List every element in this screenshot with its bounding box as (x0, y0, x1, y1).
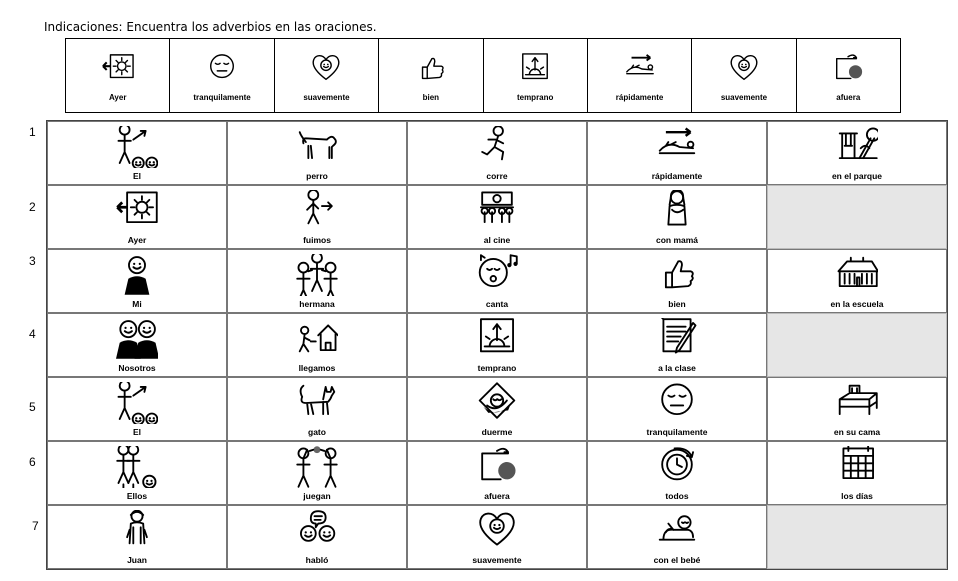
legend-label: suavemente (720, 93, 768, 102)
sing-icon (476, 254, 518, 296)
word-label: bien (668, 299, 686, 309)
outside-icon (832, 53, 864, 85)
word-card (227, 249, 407, 313)
word-label: El (132, 427, 142, 437)
word-label: corre (486, 171, 508, 181)
word-card (407, 441, 587, 505)
yesterday-icon (102, 53, 134, 85)
word-card (227, 441, 407, 505)
school-icon (836, 254, 878, 296)
legend-cell-4 (379, 39, 483, 112)
thumbs-up-icon (415, 53, 447, 85)
sentence-row (47, 505, 947, 569)
heart-face-icon (476, 510, 518, 552)
word-label: Mi (132, 299, 142, 309)
outside-icon (476, 446, 518, 488)
park-icon (836, 126, 878, 168)
word-card (407, 377, 587, 441)
row-number: 4 (29, 327, 36, 341)
adverb-legend (65, 38, 901, 113)
word-card (47, 249, 227, 313)
empty-cell (767, 505, 947, 569)
word-label: tranquilamente (646, 427, 708, 437)
sentence-row (47, 441, 947, 505)
legend-label: afuera (836, 93, 861, 102)
word-label: El (132, 171, 142, 181)
calm-face-icon (656, 382, 698, 424)
row-number: 2 (29, 200, 36, 214)
word-card (227, 377, 407, 441)
word-card (767, 121, 947, 185)
sentence-grid (46, 120, 948, 570)
sentence-row (47, 313, 947, 377)
row-number: 7 (32, 519, 39, 533)
word-card (587, 377, 767, 441)
word-label: en la escuela (830, 299, 884, 309)
heart-face-icon (728, 53, 760, 85)
they-icon (116, 446, 158, 488)
cat-icon (296, 382, 338, 424)
sunrise-icon (476, 318, 518, 360)
run-icon (476, 126, 518, 168)
me-icon (116, 254, 158, 296)
word-label: duerme (481, 427, 513, 437)
word-card (767, 377, 947, 441)
class-icon (656, 318, 698, 360)
word-label: Ellos (126, 491, 148, 501)
thumbs-up-icon (656, 254, 698, 296)
word-card (587, 121, 767, 185)
sleep-icon (476, 382, 518, 424)
word-card (227, 505, 407, 569)
he-icon (116, 126, 158, 168)
sentence-row (47, 121, 947, 185)
legend-label: rápidamente (615, 93, 664, 102)
fast-arrow-icon (656, 126, 698, 168)
word-label: rápidamente (651, 171, 703, 181)
word-card (47, 441, 227, 505)
legend-label: bien (422, 93, 440, 102)
word-label: en el parque (831, 171, 883, 181)
word-label: suavemente (472, 555, 522, 565)
arrive-icon (296, 318, 338, 360)
legend-cell-2 (170, 39, 274, 112)
word-card (47, 313, 227, 377)
walk-icon (296, 190, 338, 232)
word-label: perro (306, 171, 328, 181)
word-card (587, 185, 767, 249)
we-icon (116, 318, 158, 360)
sentence-row (47, 377, 947, 441)
legend-label: temprano (516, 93, 554, 102)
bed-icon (836, 382, 878, 424)
sunrise-icon (519, 53, 551, 85)
word-card (407, 505, 587, 569)
legend-cell-5 (484, 39, 588, 112)
word-card (47, 185, 227, 249)
legend-cell-8 (797, 39, 900, 112)
legend-label: tranquilamente (193, 93, 251, 102)
word-label: Nosotros (118, 363, 156, 373)
word-label: fuimos (303, 235, 331, 245)
mom-icon (656, 190, 698, 232)
dog-icon (296, 126, 338, 168)
word-card (767, 249, 947, 313)
word-card (227, 313, 407, 377)
row-number: 1 (29, 125, 36, 139)
word-label: Juan (127, 555, 147, 565)
word-card (47, 377, 227, 441)
row-number: 6 (29, 455, 36, 469)
word-label: afuera (484, 491, 510, 501)
word-card (227, 185, 407, 249)
word-label: al cine (483, 235, 511, 245)
word-card (767, 441, 947, 505)
word-label: todos (665, 491, 689, 501)
word-card (407, 313, 587, 377)
word-label: gato (308, 427, 326, 437)
word-label: hermana (299, 299, 335, 309)
legend-cell-7 (692, 39, 796, 112)
word-card (407, 249, 587, 313)
instructions: Indicaciones: Encuentra los adverbios en las oraciones. (44, 20, 377, 34)
legend-label: Ayer (108, 93, 127, 102)
word-label: temprano (477, 363, 517, 373)
word-label: con mamá (655, 235, 699, 245)
word-card (587, 249, 767, 313)
legend-label: suavemente (303, 93, 350, 102)
word-label: los días (841, 491, 873, 501)
word-label: habló (305, 555, 329, 565)
cinema-icon (476, 190, 518, 232)
sentence-row (47, 249, 947, 313)
yesterday-icon (116, 190, 158, 232)
row-number: 5 (29, 400, 36, 414)
word-card (47, 121, 227, 185)
legend-cell-1 (66, 39, 170, 112)
word-card (407, 121, 587, 185)
word-label: a la clase (658, 363, 696, 373)
calm-face-icon (206, 53, 238, 85)
row-number: 3 (29, 254, 36, 268)
word-card (407, 185, 587, 249)
word-label: en su cama (833, 427, 881, 437)
empty-cell (767, 185, 947, 249)
word-card (47, 505, 227, 569)
word-label: canta (485, 299, 509, 309)
legend-cell-3 (275, 39, 379, 112)
boy-icon (116, 510, 158, 552)
word-label: juegan (303, 491, 331, 501)
word-card (227, 121, 407, 185)
clock-icon (656, 446, 698, 488)
sentence-row (47, 185, 947, 249)
he-icon (116, 382, 158, 424)
sister-icon (296, 254, 338, 296)
word-label: llegamos (298, 363, 336, 373)
fast-arrow-icon (624, 53, 656, 85)
word-label: Ayer (127, 235, 147, 245)
calendar-icon (836, 446, 878, 488)
legend-cell-6 (588, 39, 692, 112)
play-icon (296, 446, 338, 488)
heart-face-icon (310, 53, 342, 85)
word-label: con el bebé (653, 555, 701, 565)
baby-icon (656, 510, 698, 552)
word-card (587, 313, 767, 377)
empty-cell (767, 313, 947, 377)
word-card (587, 505, 767, 569)
word-card (587, 441, 767, 505)
talk-icon (296, 510, 338, 552)
